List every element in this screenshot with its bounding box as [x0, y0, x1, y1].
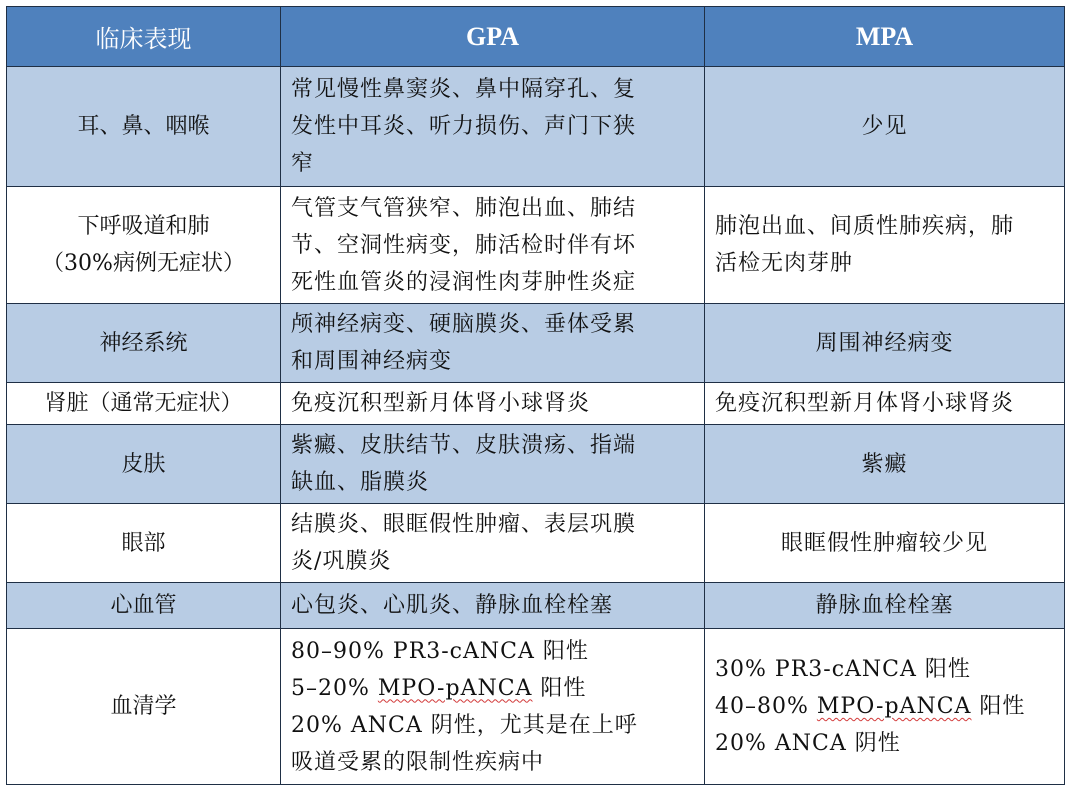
mpa-cell	[705, 425, 1065, 504]
gpa-line: 结膜炎、眼眶假性肿瘤、表层巩膜	[291, 512, 637, 537]
gpa-line	[291, 670, 694, 707]
gpa-cell	[281, 583, 705, 629]
gpa-cell	[281, 67, 705, 187]
header-clinical-manifestation: 临床表现	[7, 7, 281, 67]
table-row-ent	[7, 67, 1065, 187]
table-row-cardiovascular	[7, 583, 1065, 629]
spellcheck-underlined-term: MPO-pANCA	[816, 694, 972, 719]
category-line: 下呼吸道和肺	[77, 214, 210, 239]
category-cell: 皮肤	[7, 425, 281, 504]
header-gpa: GPA	[281, 7, 705, 67]
gpa-line: 20% ANCA 阴性，尤其是在上呼	[291, 712, 638, 738]
mpa-line: 紫癜	[861, 451, 908, 477]
mpa-line: 少见	[861, 114, 908, 139]
table-row-nervous-system	[7, 304, 1065, 383]
vasculitis-comparison-table	[6, 6, 1065, 785]
mpa-cell	[705, 304, 1065, 383]
gpa-line: 炎/巩膜炎	[291, 549, 392, 574]
category-cell: 心血管	[7, 583, 281, 629]
gpa-cell	[281, 629, 705, 785]
gpa-line: 紫癜、皮肤结节、皮肤溃疡、指端	[291, 433, 637, 458]
category-cell: 耳、鼻、咽喉	[7, 67, 281, 187]
spellcheck-underlined-term: MPO-pANCA	[377, 675, 533, 701]
mpa-cell	[705, 504, 1065, 583]
gpa-line: 气管支气管狭窄、肺泡出血、肺结	[291, 195, 637, 221]
table-row-serology	[7, 629, 1065, 785]
gpa-line: 节、空洞性病变，肺活检时伴有坏	[291, 232, 637, 258]
table-header-row	[7, 7, 1065, 67]
mpa-line: 活检无肉芽肿	[715, 251, 854, 276]
gpa-cell	[281, 504, 705, 583]
mpa-line: 肺泡出血、间质性肺疾病，肺	[715, 214, 1015, 239]
mpa-cell	[705, 187, 1065, 304]
gpa-line: 和周围神经病变	[291, 349, 453, 374]
gpa-line: 常见慢性鼻窦炎、鼻中隔穿孔、复	[291, 77, 637, 102]
category-cell: 血清学	[7, 629, 281, 785]
table-row-skin	[7, 425, 1065, 504]
mpa-line: 眼眶假性肿瘤较少见	[780, 530, 988, 556]
gpa-line: 缺血、脂膜炎	[291, 470, 430, 495]
gpa-cell	[281, 383, 705, 425]
mpa-cell	[705, 629, 1065, 785]
table-row-lower-respiratory	[7, 187, 1065, 304]
gpa-line: 颅神经病变、硬脑膜炎、垂体受累	[291, 312, 637, 337]
mpa-cell	[705, 583, 1065, 629]
gpa-line: 80–90% PR3-cANCA 阳性	[291, 638, 589, 664]
mpa-line: 免疫沉积型新月体肾小球肾炎	[715, 391, 1015, 416]
gpa-line-prefix: 5–20%	[291, 675, 378, 701]
mpa-line-suffix: 阳性	[971, 694, 1026, 719]
mpa-line	[715, 688, 1054, 725]
mpa-cell	[705, 67, 1065, 187]
gpa-line: 吸道受累的限制性疾病中	[291, 749, 545, 775]
category-cell: 神经系统	[7, 304, 281, 383]
mpa-line: 静脉血栓栓塞	[815, 593, 954, 618]
gpa-line: 免疫沉积型新月体肾小球肾炎	[291, 391, 591, 416]
mpa-line: 周围神经病变	[815, 330, 954, 356]
category-cell	[7, 187, 281, 304]
header-mpa: MPA	[705, 7, 1065, 67]
gpa-line-suffix: 阳性	[532, 675, 587, 701]
table-row-eye	[7, 504, 1065, 583]
gpa-cell	[281, 425, 705, 504]
table-row-kidney	[7, 383, 1065, 425]
gpa-line: 发性中耳炎、听力损伤、声门下狭	[291, 114, 637, 139]
gpa-line: 心包炎、心肌炎、静脉血栓栓塞	[291, 593, 614, 618]
category-cell: 肾脏（通常无症状）	[7, 383, 281, 425]
category-line: （30%病例无症状）	[42, 251, 245, 276]
category-cell: 眼部	[7, 504, 281, 583]
mpa-line: 30% PR3-cANCA 阳性	[715, 657, 971, 682]
mpa-cell	[705, 383, 1065, 425]
mpa-line: 20% ANCA 阴性	[715, 731, 901, 756]
gpa-line: 死性血管炎的浸润性肉芽肿性炎症	[291, 269, 637, 295]
gpa-cell	[281, 304, 705, 383]
gpa-line: 窄	[291, 151, 315, 176]
mpa-line-prefix: 40–80%	[715, 694, 817, 719]
gpa-cell	[281, 187, 705, 304]
